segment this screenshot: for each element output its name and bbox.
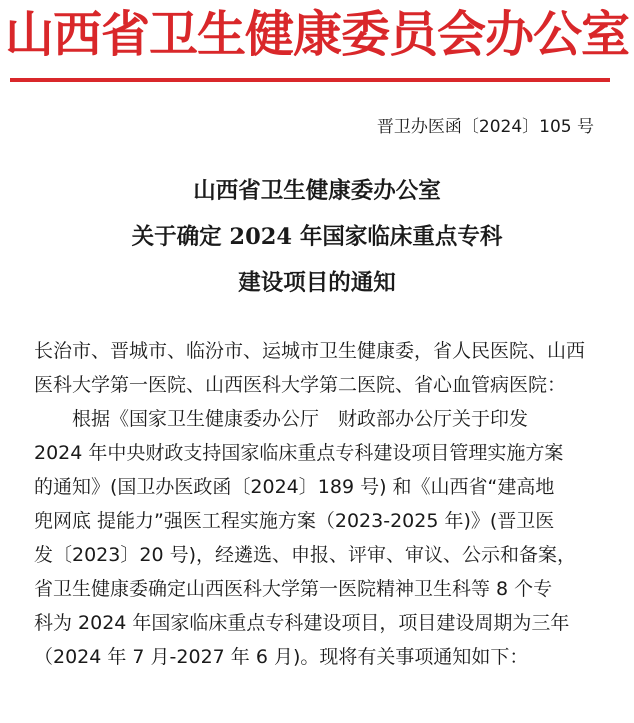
paragraph-line: （2024 年 7 月-2027 年 6 月)。现将有关事项通知如下： bbox=[34, 646, 529, 668]
document-body bbox=[34, 334, 610, 674]
issuing-org-header: 山西省卫生健康委员会办公室 bbox=[4, 5, 629, 63]
paragraph-line: 科为 2024 年国家临床重点专科建设项目，项目建设周期为三年 bbox=[34, 612, 570, 634]
addressee-line: 长治市、晋城市、临汾市、运城市卫生健康委，省人民医院、山西 bbox=[34, 340, 586, 362]
title-line: 关于确定 2024 年国家临床重点专科 bbox=[131, 224, 503, 250]
addressee-line: 医科大学第一医院、山西医科大学第二医院、省心血管病医院： bbox=[34, 374, 567, 396]
paragraph-line: 的通知》(国卫办医政函〔2024〕189 号) 和《山西省“建高地 bbox=[34, 476, 555, 498]
document-number: 晋卫办医函〔2024〕105 号 bbox=[376, 117, 594, 137]
paragraph-line: 兜网底 提能力”强医工程实施方案（2023-2025 年)》(晋卫医 bbox=[34, 510, 555, 532]
paragraph-line: 省卫生健康委确定山西医科大学第一医院精神卫生科等 8 个专 bbox=[34, 578, 553, 600]
paragraph-line: 发〔2023〕20 号)，经遴选、申报、评审、审议、公示和备案， bbox=[34, 544, 576, 566]
document-title bbox=[0, 168, 634, 306]
title-line: 山西省卫生健康委办公室 bbox=[193, 178, 441, 204]
red-divider-line bbox=[10, 78, 610, 82]
paragraph-line: 2024 年中央财政支持国家临床重点专科建设项目管理实施方案 bbox=[34, 442, 564, 464]
title-line: 建设项目的通知 bbox=[238, 270, 396, 296]
paragraph-line: 根据《国家卫生健康委办公厅 财政部办公厅关于印发 bbox=[72, 408, 529, 430]
